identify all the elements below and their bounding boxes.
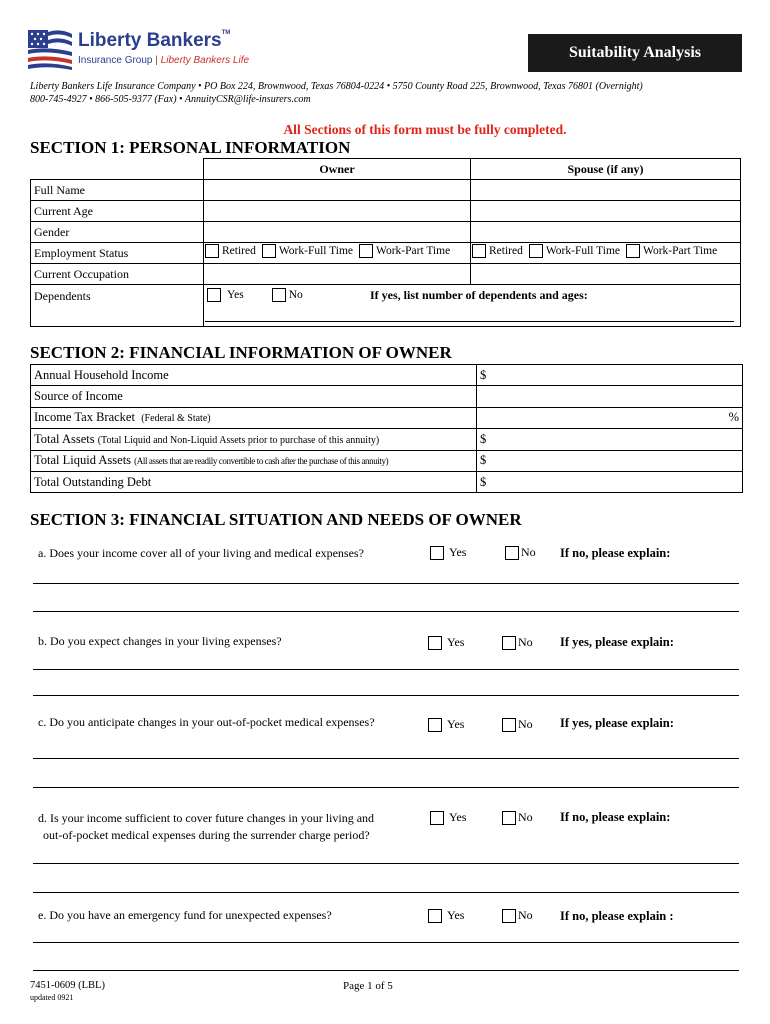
section3-title: SECTION 3: FINANCIAL SITUATION AND NEEDS OF OWNER bbox=[30, 510, 522, 529]
question-e-explain: If no, please explain : bbox=[560, 909, 674, 923]
spouse-occupation-field[interactable] bbox=[471, 264, 741, 285]
answer-line[interactable] bbox=[33, 970, 739, 971]
spouse-retired-checkbox[interactable] bbox=[472, 244, 486, 258]
completion-notice: All Sections of this form must be fully completed. bbox=[283, 122, 567, 137]
owner-gender-field[interactable] bbox=[204, 222, 471, 243]
owner-full-name-field[interactable] bbox=[204, 180, 471, 201]
row-label-full-name: Full Name bbox=[31, 180, 204, 201]
company-address: Liberty Bankers Life Insurance Company • PO Box 224, Brownwood, Texas 76804-0224 • 5750 County Road 225, Brownwood, Texas 76801 (Overnight) 800-745-4927 • 866-505-9377 (Fax) • AnnuityCSR@life-insurers.com bbox=[30, 81, 643, 105]
question-e-no: No bbox=[502, 908, 533, 923]
row-label-debt: Total Outstanding Debt bbox=[31, 471, 477, 492]
question-a-no: No bbox=[505, 545, 536, 560]
question-d-no: No bbox=[502, 810, 533, 825]
question-b-no: No bbox=[502, 635, 533, 650]
financial-info-table bbox=[30, 364, 743, 493]
question-a-yes: Yes bbox=[430, 545, 466, 560]
row-label-current-age: Current Age bbox=[31, 201, 204, 222]
question-c: c. Do you anticipate changes in your out-of-pocket medical expenses? bbox=[38, 715, 375, 729]
row-label-annual-income: Annual Household Income bbox=[31, 365, 477, 386]
question-d-yes-checkbox[interactable] bbox=[430, 811, 444, 825]
question-c-no: No bbox=[502, 717, 533, 732]
owner-occupation-field[interactable] bbox=[204, 264, 471, 285]
question-e: e. Do you have an emergency fund for unexpected expenses? bbox=[38, 908, 332, 922]
form-title: Suitability Analysis bbox=[528, 34, 742, 72]
liquid-assets-field[interactable]: $ bbox=[477, 450, 743, 471]
spouse-employment-options: Retired Work-Full Time Work-Part Time bbox=[471, 243, 741, 264]
owner-header: Owner bbox=[204, 159, 471, 180]
source-income-field[interactable] bbox=[477, 386, 743, 407]
row-label-gender: Gender bbox=[31, 222, 204, 243]
dependents-no-checkbox[interactable] bbox=[272, 288, 286, 302]
question-c-yes-checkbox[interactable] bbox=[428, 718, 442, 732]
section2-title: SECTION 2: FINANCIAL INFORMATION OF OWNER bbox=[30, 343, 452, 362]
question-e-yes: Yes bbox=[428, 908, 464, 923]
annual-income-field[interactable]: $ bbox=[477, 365, 743, 386]
owner-retired-checkbox[interactable] bbox=[205, 244, 219, 258]
logo-subtitle: Insurance Group | Liberty Bankers Life bbox=[78, 55, 250, 66]
tax-bracket-field[interactable]: % bbox=[477, 407, 743, 428]
question-c-yes: Yes bbox=[428, 717, 464, 732]
question-d-explain: If no, please explain: bbox=[560, 810, 671, 824]
question-b-explain: If yes, please explain: bbox=[560, 635, 674, 649]
row-label-liquid-assets: Total Liquid Assets (All assets that are readily convertible to cash after the purchase of this annuity) bbox=[31, 450, 477, 471]
owner-employment-options: Retired Work-Full Time Work-Part Time bbox=[204, 243, 471, 264]
form-number: 7451-0609 (LBL) updated 0921 bbox=[30, 980, 105, 1002]
question-a-no-checkbox[interactable] bbox=[505, 546, 519, 560]
question-d: d. Is your income sufficient to cover future changes in your living and out-of-pocket medical expenses during the surrender charge period? bbox=[38, 811, 375, 842]
spouse-header: Spouse (if any) bbox=[471, 159, 741, 180]
owner-age-field[interactable] bbox=[204, 201, 471, 222]
question-e-no-checkbox[interactable] bbox=[502, 909, 516, 923]
dependents-cell: Yes No If yes, list number of dependents and ages: bbox=[204, 285, 741, 327]
answer-line[interactable] bbox=[33, 611, 739, 612]
answer-line[interactable] bbox=[33, 942, 739, 943]
question-c-explain: If yes, please explain: bbox=[560, 716, 674, 730]
answer-line[interactable] bbox=[33, 583, 739, 584]
question-a-yes-checkbox[interactable] bbox=[430, 546, 444, 560]
answer-line[interactable] bbox=[33, 892, 739, 893]
question-b-yes-checkbox[interactable] bbox=[428, 636, 442, 650]
question-e-yes-checkbox[interactable] bbox=[428, 909, 442, 923]
question-b-no-checkbox[interactable] bbox=[502, 636, 516, 650]
answer-line[interactable] bbox=[33, 695, 739, 696]
row-label-total-assets: Total Assets (Total Liquid and Non-Liquid Assets prior to purchase of this annuity) bbox=[31, 429, 477, 450]
answer-line[interactable] bbox=[33, 758, 739, 759]
spouse-age-field[interactable] bbox=[471, 201, 741, 222]
question-b: b. Do you expect changes in your living expenses? bbox=[38, 634, 282, 648]
owner-parttime-checkbox[interactable] bbox=[359, 244, 373, 258]
spouse-parttime-checkbox[interactable] bbox=[626, 244, 640, 258]
spouse-gender-field[interactable] bbox=[471, 222, 741, 243]
question-b-yes: Yes bbox=[428, 635, 464, 650]
row-label-source-income: Source of Income bbox=[31, 386, 477, 407]
flag-icon bbox=[28, 30, 72, 70]
spouse-fulltime-checkbox[interactable] bbox=[529, 244, 543, 258]
debt-field[interactable]: $ bbox=[477, 471, 743, 492]
company-logo bbox=[28, 30, 278, 72]
personal-info-table bbox=[30, 158, 741, 327]
question-a-explain: If no, please explain: bbox=[560, 546, 671, 560]
question-c-no-checkbox[interactable] bbox=[502, 718, 516, 732]
row-label-employment: Employment Status bbox=[31, 243, 204, 264]
question-d-yes: Yes bbox=[430, 810, 466, 825]
answer-line[interactable] bbox=[33, 787, 739, 788]
question-d-no-checkbox[interactable] bbox=[502, 811, 516, 825]
total-assets-field[interactable]: $ bbox=[477, 429, 743, 450]
answer-line[interactable] bbox=[33, 669, 739, 670]
section1-title: SECTION 1: PERSONAL INFORMATION bbox=[30, 138, 351, 157]
dependents-answer-line[interactable] bbox=[205, 321, 734, 322]
logo-wordmark: Liberty Bankers™ bbox=[78, 30, 231, 51]
page-number: Page 1 of 5 bbox=[343, 980, 393, 992]
spouse-full-name-field[interactable] bbox=[471, 180, 741, 201]
row-label-dependents: Dependents bbox=[31, 285, 204, 327]
row-label-occupation: Current Occupation bbox=[31, 264, 204, 285]
answer-line[interactable] bbox=[33, 863, 739, 864]
dependents-yes-checkbox[interactable] bbox=[207, 288, 221, 302]
owner-fulltime-checkbox[interactable] bbox=[262, 244, 276, 258]
row-label-tax-bracket: Income Tax Bracket (Federal & State) bbox=[31, 407, 477, 428]
question-a: a. Does your income cover all of your living and medical expenses? bbox=[38, 546, 364, 560]
dependents-prompt: If yes, list number of dependents and ages: bbox=[370, 288, 588, 302]
